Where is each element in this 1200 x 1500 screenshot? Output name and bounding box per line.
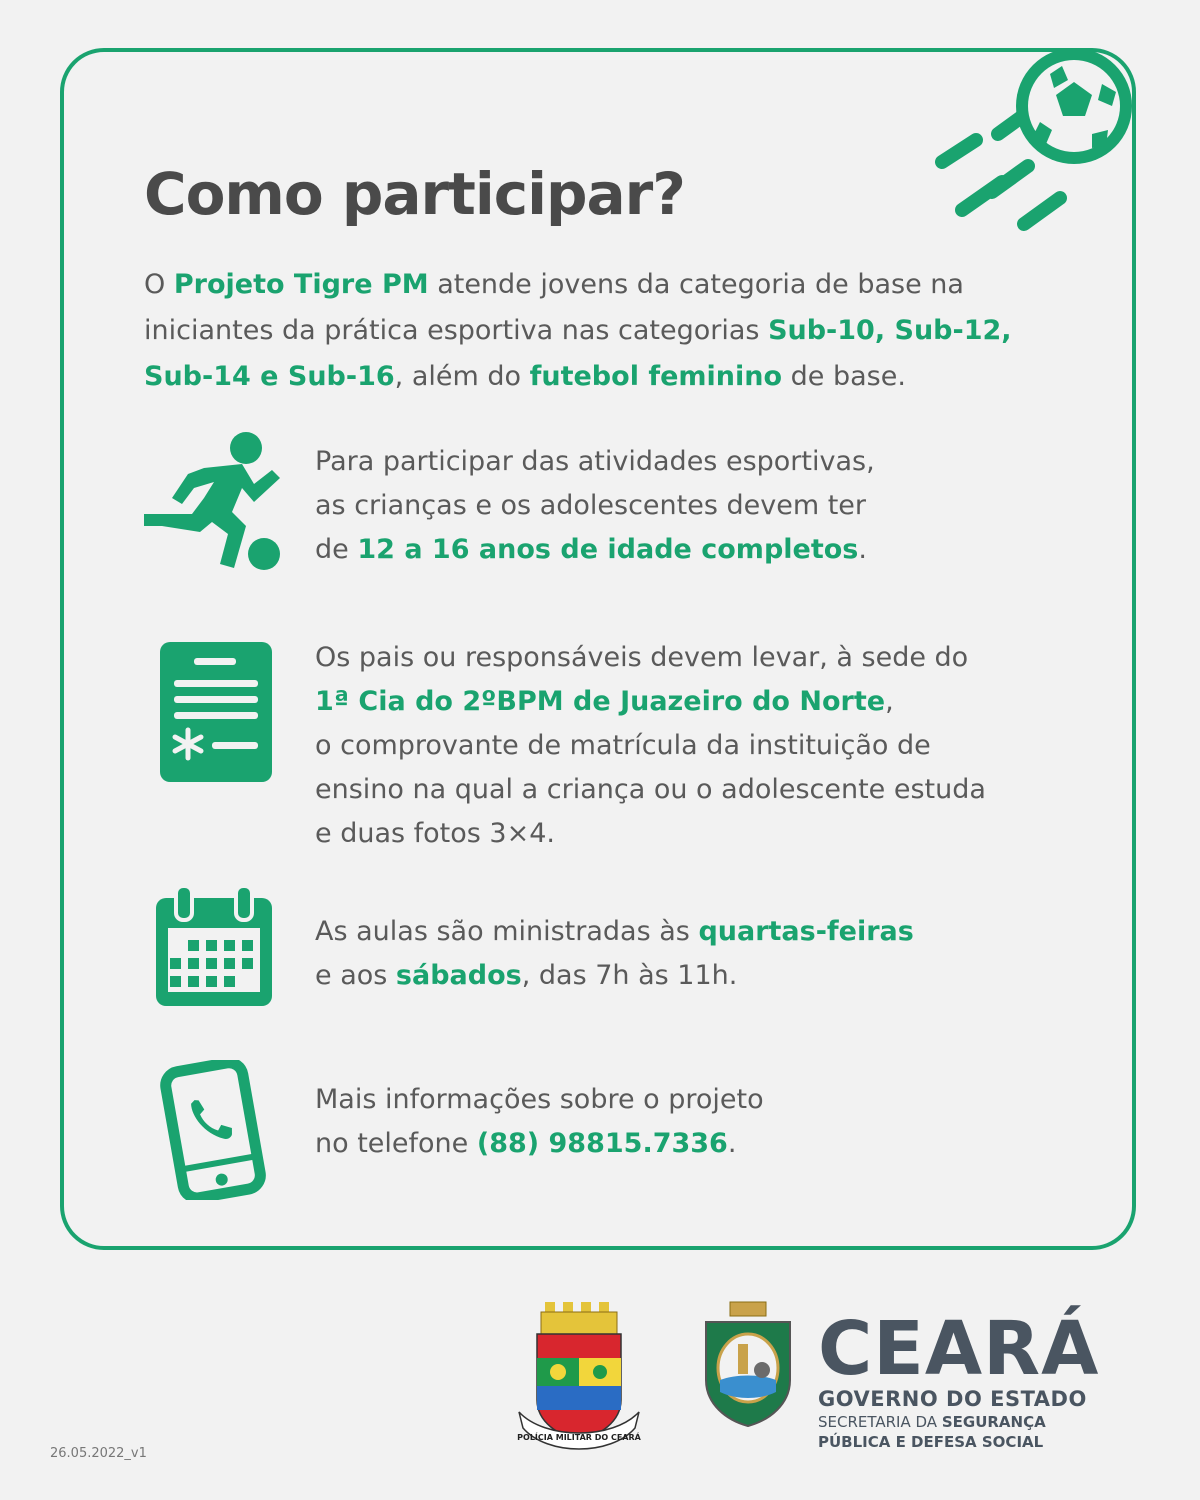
pm-crest-text: POLÍCIA MILITAR DO CEARÁ	[517, 1433, 641, 1442]
page-title: Como participar?	[144, 160, 685, 228]
womens-football: futebol feminino	[529, 361, 783, 392]
brand-title: CEARÁ	[818, 1306, 1100, 1392]
age-requirement: Para participar das atividades esportivas, as crianças e os adolescentes devem ter de 12 a 16 anos de idade completos.	[315, 446, 875, 565]
ceara-coat-of-arms	[700, 1300, 796, 1430]
weekday-wednesdays: quartas-feiras	[698, 916, 914, 947]
age-range: 12 a 16 anos de idade completos	[357, 534, 859, 565]
phone-icon	[160, 1060, 270, 1200]
contact-info: Mais informações sobre o projeto no telefone (88) 98815.7336.	[315, 1084, 764, 1159]
intro-paragraph: O Projeto Tigre PM atende jovens da categoria de base na iniciantes da prática esportiva nas categorias Sub-10, Sub-12, Sub-14 e Sub-16, além do futebol feminino de base.	[144, 269, 1012, 392]
project-name: Projeto Tigre PM	[173, 269, 429, 300]
categories: Sub-10, Sub-12, Sub-14 e Sub-16	[144, 315, 1012, 392]
documents-requirement: Os pais ou responsáveis devem levar, à sede do 1ª Cia do 2ºBPM de Juazeiro do Norte, o comprovante de matrícula da instituição de ensino na qual a criança ou o adolescente estuda e duas fotos 3×4.	[315, 642, 986, 849]
phone-number[interactable]: (88) 98815.7336	[476, 1128, 728, 1159]
headquarters: 1ª Cia do 2ºBPM de Juazeiro do Norte	[315, 686, 886, 717]
document-icon	[158, 642, 274, 784]
schedule-info: As aulas são ministradas às quartas-feiras e aos sábados, das 7h às 11h.	[315, 916, 914, 991]
version-label: 26.05.2022_v1	[50, 1446, 147, 1461]
weekday-saturdays: sábados	[395, 960, 522, 991]
ceara-government-brand	[818, 1306, 1100, 1452]
soccer-ball-icon	[932, 44, 1144, 240]
calendar-icon	[156, 884, 272, 1006]
brand-secretariat-line2: PÚBLICA E DEFESA SOCIAL	[818, 1433, 1044, 1451]
brand-subtitle: GOVERNO DO ESTADO	[818, 1387, 1087, 1411]
soccer-player-icon	[142, 430, 292, 572]
military-police-crest	[515, 1300, 643, 1460]
brand-secretariat: SECRETARIA DA SEGURANÇA	[818, 1413, 1046, 1431]
